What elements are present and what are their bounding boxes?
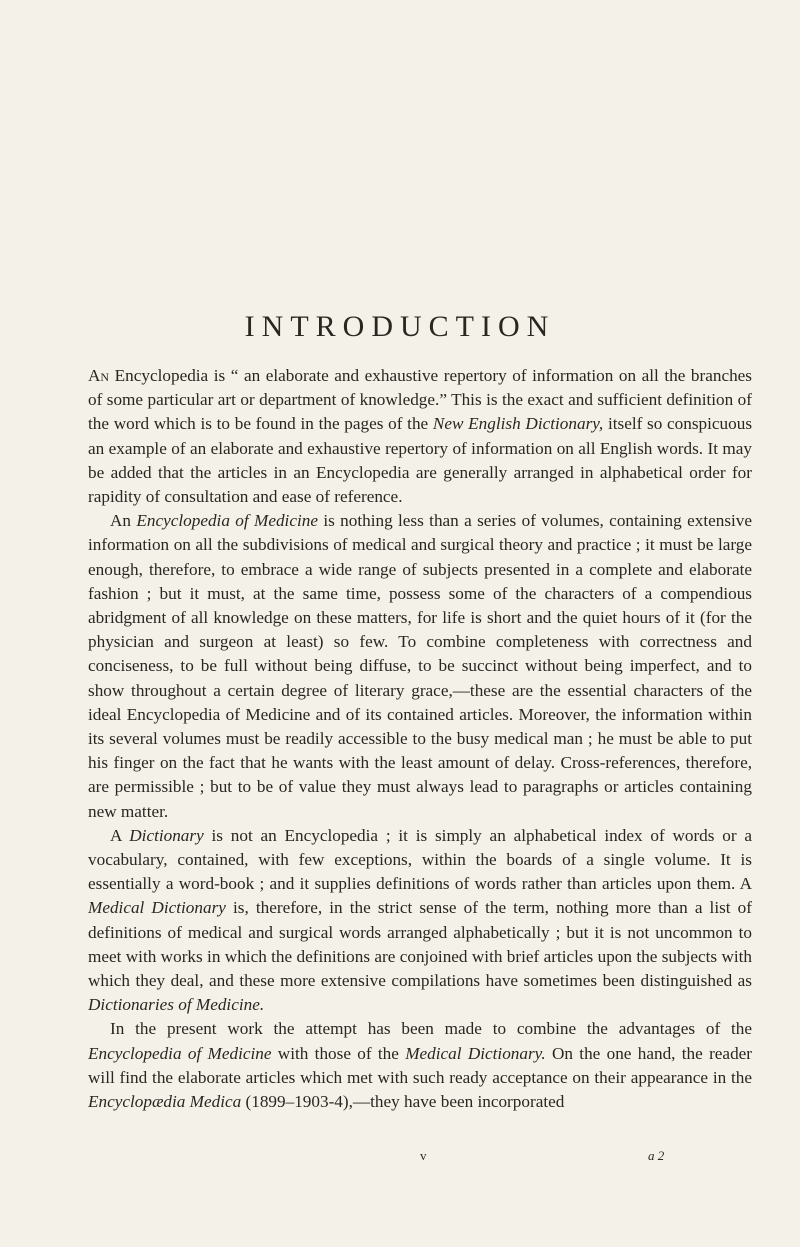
paragraph-1 — [88, 364, 752, 509]
text-run-italic: Medical Dictionary — [88, 898, 226, 918]
text-run: is not an Encyclopedia ; it is simply an alphabetical index of words or a vocabulary, contained, with few exceptions, within the boards of a single volume. It is essentially a word-book ; and it supplies definitions of words rather than articles upon them. A — [88, 825, 752, 894]
text-run-italic: Encyclopædia Medica — [88, 1092, 242, 1112]
text-run: Encyclopedia is “ an elaborate and exhaustive repertory of information on all the branches of some particular art or department of knowledge.” This is the exact and sufficient definition of the word which is to be found in the pages of the — [88, 366, 752, 434]
text-run: In the present work the attempt has been made to combine the advantages of the — [110, 1019, 752, 1039]
page-title: INTRODUCTION — [244, 310, 556, 343]
text-run: An — [110, 511, 137, 531]
text-run: is nothing less than a series of volumes, containing extensive information on all the subdivisions of medical and surgical theory and practice ; it must be large enough, therefore, to embrace a wide range of subjects presented in a complete and elaborate fashion ; but it must, at the same time, possess some of the characters of a compendious abridgment of all knowledge on these matters, for life is short and the quiet hours of it (for the physician and surgeon at least) so few. To combine completeness with correctness and conciseness, to be full without being diffuse, to be succinct without being imperfect, and to show throughout a certain degree of literary grace,—these are the essential characters of the ideal Encyclopedia of Medicine and of its contained articles. Moreover, the information within its several volumes must be readily accessible to the busy medical man ; he must be able to put his finger on the fact that he wants with the least amount of delay. Cross-references, therefore, are permissible ; but to be of value they must always lead to paragraphs or articles containing new matter. — [88, 511, 753, 821]
text-run: (1899–1903-4),—they have been incorporated — [241, 1092, 565, 1112]
page-number: v — [420, 1148, 427, 1163]
paragraph-lead-word: An — [88, 366, 110, 385]
paragraph-3 — [88, 824, 752, 1018]
body-text — [88, 364, 752, 1114]
text-run-italic: Dictionaries of Medicine. — [88, 995, 265, 1015]
text-run: is, therefore, in the strict sense of the term, nothing more than a list of definitions of medical and surgical words arranged alphabetically ; but it is not uncommon to meet with works in which the definitions are conjoined with brief articles upon the subjects with which they deal, and these more extensive compilations have sometimes been distinguished as — [88, 898, 752, 991]
paragraph-2 — [88, 509, 752, 824]
text-run: On the one hand, the reader will find the elaborate articles which met with such ready acceptance on their appearance in the — [88, 1043, 753, 1087]
text-run-italic: Encyclopedia of Medicine — [136, 511, 318, 531]
text-run-italic: New English Dictionary, — [432, 414, 604, 434]
paragraph-4 — [88, 1017, 752, 1114]
signature-mark: a 2 — [648, 1148, 665, 1163]
text-run: with those of the — [271, 1043, 406, 1063]
text-run-italic: Encyclopedia of Medicine — [88, 1043, 272, 1063]
text-run-italic: Dictionary — [129, 825, 204, 845]
text-run: itself so conspicuous an example of an elaborate and exhaustive repertory of information on all English words. It may be added that the articles in an Encyclopedia are generally arranged in alphabetical order for rapidity of consultation and ease of reference. — [88, 414, 753, 507]
text-run: A — [110, 825, 130, 845]
page-footer — [88, 1148, 752, 1168]
text-run-italic: Medical Dictionary. — [405, 1043, 546, 1063]
